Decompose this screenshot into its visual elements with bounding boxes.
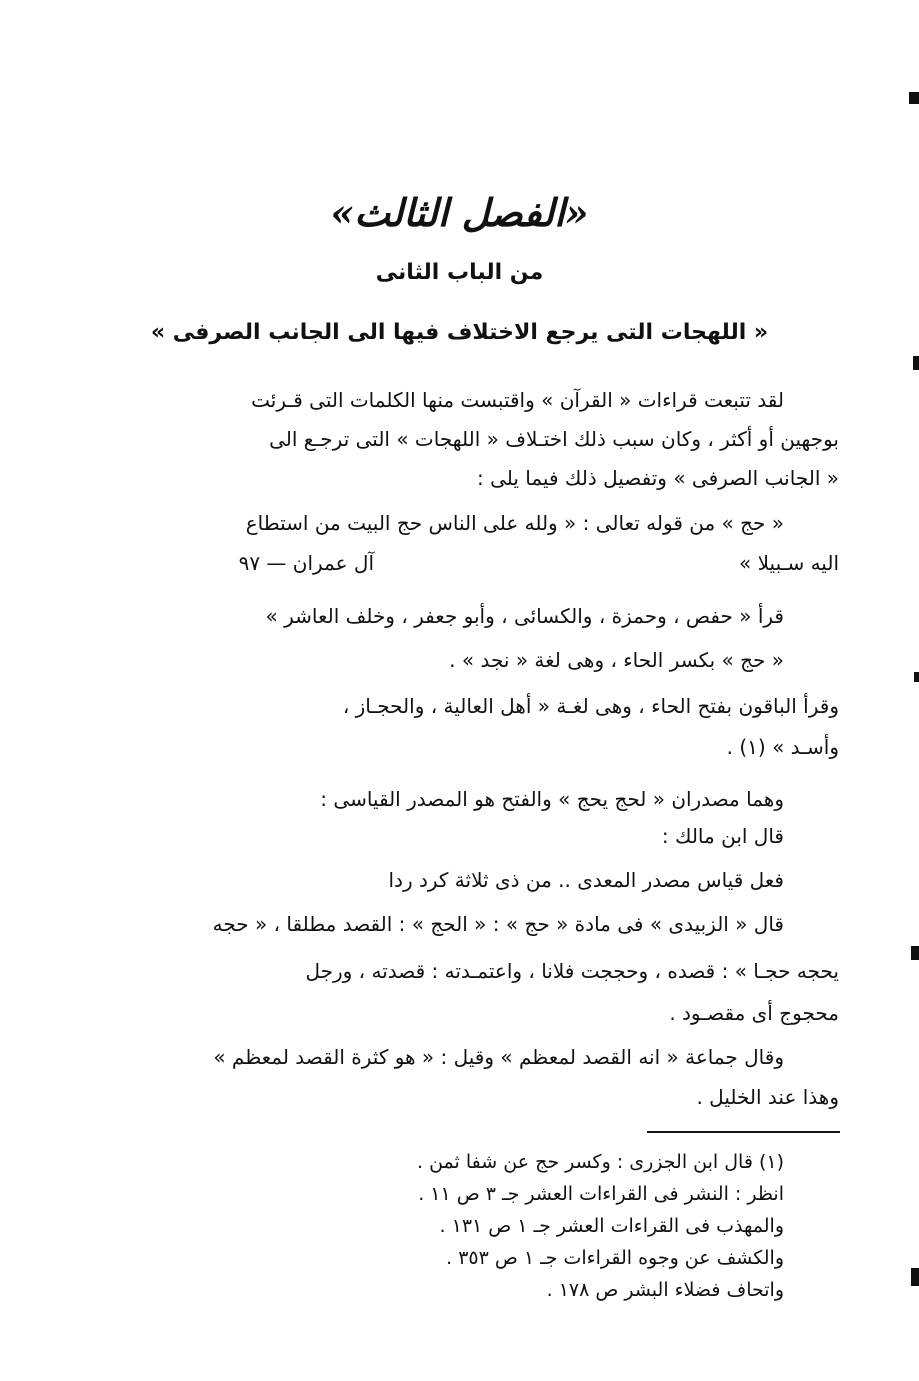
- scan-edge-mark: [913, 356, 919, 370]
- body-line: وهما مصدران « لحج يحج » والفتح هو المصدر القياسى :: [320, 787, 784, 811]
- footnote-separator: [647, 1131, 840, 1133]
- part-title: من الباب الثانى: [375, 260, 544, 285]
- footnote-line: (١) قال ابن الجزرى : وكسر حج عن شفا ثمن .: [417, 1151, 784, 1173]
- section-title: « اللهجات التى يرجع الاختلاف فيها الى الجانب الصرفى »: [150, 320, 769, 345]
- footnote-line: انظر : النشر فى القراءات العشر جـ ٣ ص ١١ .: [418, 1183, 784, 1205]
- body-line: يحجه حجـا » : قصده ، وحججت فلانا ، واعتمـدته : قصدته ، ورجل: [305, 959, 839, 983]
- body-line: وقال جماعة « انه القصد لمعظم » وقيل : « هو كثرة القصد لمعظم »: [213, 1045, 784, 1069]
- body-line: « الجانب الصرفى » وتفصيل ذلك فيما يلى :: [476, 466, 839, 490]
- body-line: وهذا عند الخليل .: [696, 1085, 839, 1109]
- scan-edge-mark: [914, 672, 919, 682]
- body-line: لقد تتبعت قراءات « القرآن » واقتبست منها الكلمات التى قـرئت: [251, 388, 784, 412]
- footnote-line: واتحاف فضلاء البشر ص ١٧٨ .: [546, 1279, 784, 1301]
- body-line: قال ابن مالك :: [661, 824, 784, 848]
- body-line: « حج » من قوله تعالى : « ولله على الناس حج البيت من استطاع: [245, 511, 784, 535]
- poetry-line: فعل قياس مصدر المعدى .. من ذى ثلاثة كرد ردا: [388, 868, 784, 892]
- body-line: وأسـد » (١) .: [726, 735, 839, 759]
- body-line: اليه سـبيلا »: [739, 551, 839, 575]
- body-line: محجوج أى مقصـود .: [669, 1001, 839, 1025]
- chapter-title: «الفصل الثالث»: [330, 190, 589, 235]
- scan-edge-mark: [909, 92, 919, 104]
- footnote-line: والكشف عن وجوه القراءات جـ ١ ص ٣٥٣ .: [446, 1247, 784, 1269]
- body-line: وقرأ الباقون بفتح الحاء ، وهى لغـة « أهل العالية ، والحجـاز ،: [342, 694, 839, 718]
- body-line: بوجهين أو أكثر ، وكان سبب ذلك اختـلاف « اللهجات » التى ترجـع الى: [269, 427, 839, 451]
- scan-edge-mark: [911, 1268, 919, 1286]
- scan-edge-mark: [911, 946, 919, 960]
- body-line: « حج » بكسر الحاء ، وهى لغة « نجد » .: [449, 648, 784, 672]
- body-line: قرأ « حفص ، وحمزة ، والكسائى ، وأبو جعفر ، وخلف العاشر »: [265, 604, 784, 628]
- body-line: قال « الزبيدى » فى مادة « حج » : « الحج » : القصد مطلقا ، « حجه: [212, 912, 784, 936]
- footnote-line: والمهذب فى القراءات العشر جـ ١ ص ١٣١ .: [439, 1215, 784, 1237]
- verse-reference: آل عمران — ٩٧: [238, 551, 374, 575]
